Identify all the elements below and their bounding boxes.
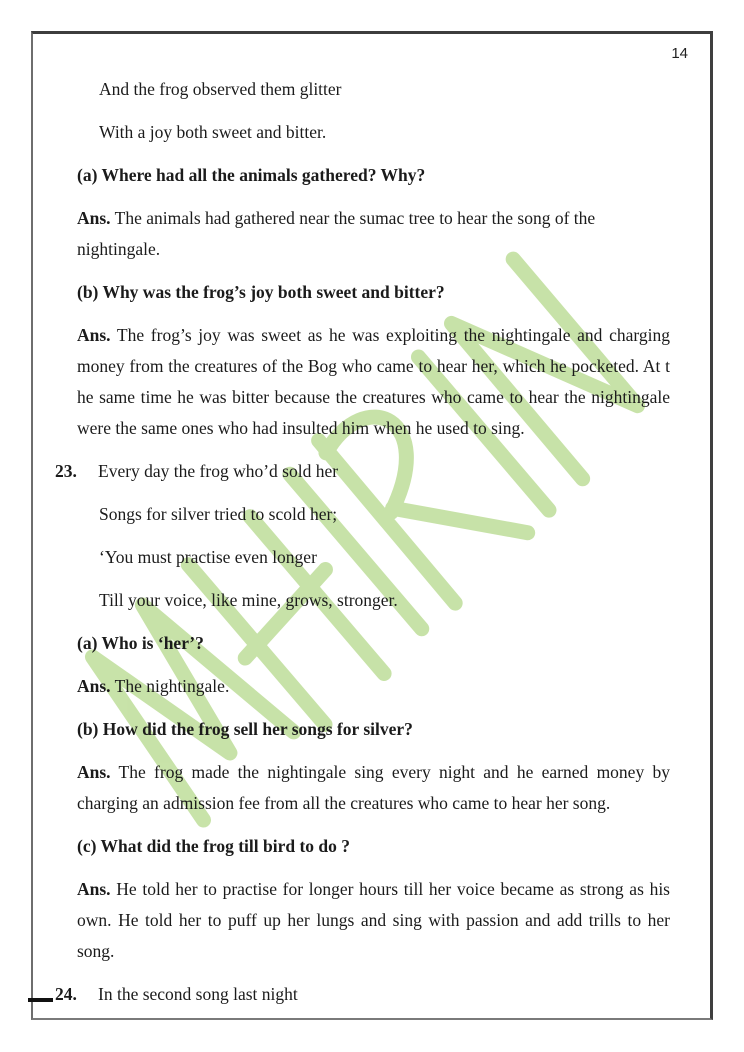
verse-line: In the second song last night <box>98 984 298 1004</box>
answer-label: Ans. <box>77 325 111 345</box>
item-number: 23. <box>55 461 77 481</box>
corner-dash-mark <box>28 998 53 1002</box>
answer-paragraph <box>77 671 670 702</box>
answer-paragraph <box>77 320 670 444</box>
question-line: (b) How did the frog sell her songs for silver? <box>77 719 413 739</box>
answer-paragraph <box>77 203 670 265</box>
answer-text: The frog made the nightingale sing every night and he earned money by charging an admission fee from all the creatures who came to hear her song. <box>77 762 670 813</box>
answer-label: Ans. <box>77 879 111 899</box>
answer-label: Ans. <box>77 676 111 696</box>
numbered-item <box>55 456 670 487</box>
answer-text: The frog’s joy was sweet as he was exploiting the nightingale and charging money from the creatures of the Bog who came to hear her, which he pocketed. At t he same time he was bitter because the creatures who came to hear the nightingale were the same ones who had insulted him when he used to sing. <box>77 325 670 438</box>
verse-line: With a joy both sweet and bitter. <box>99 122 327 142</box>
verse-line: ‘You must practise even longer <box>99 547 317 567</box>
verse-line: Till your voice, like mine, grows, stronger. <box>99 590 398 610</box>
answer-label: Ans. <box>77 762 111 782</box>
answer-text: The nightingale. <box>114 676 230 696</box>
verse-line: Songs for silver tried to scold her; <box>99 504 338 524</box>
question-line: (b) Why was the frog’s joy both sweet and bitter? <box>77 282 445 302</box>
question-line: (a) Who is ‘her’? <box>77 633 204 653</box>
question-line: (a) Where had all the animals gathered? Why? <box>77 165 426 185</box>
answer-text: He told her to practise for longer hours till her voice became as strong as his own. He told her to puff up her lungs and sing with passion and add trills to her song. <box>77 879 670 961</box>
answer-paragraph <box>77 874 670 967</box>
item-number: 24. <box>55 984 77 1004</box>
page-number: 14 <box>671 45 688 62</box>
verse-line: And the frog observed them glitter <box>99 79 342 99</box>
answer-label: Ans. <box>77 208 111 228</box>
answer-text: The animals had gathered near the sumac tree to hear the song of the nightingale. <box>77 208 596 259</box>
answer-paragraph <box>77 757 670 819</box>
document-content <box>33 34 710 1022</box>
verse-line: Every day the frog who’d sold her <box>98 461 339 481</box>
question-line: (c) What did the frog till bird to do ? <box>77 836 351 856</box>
numbered-item <box>55 979 670 1010</box>
page-border-frame <box>31 31 713 1020</box>
